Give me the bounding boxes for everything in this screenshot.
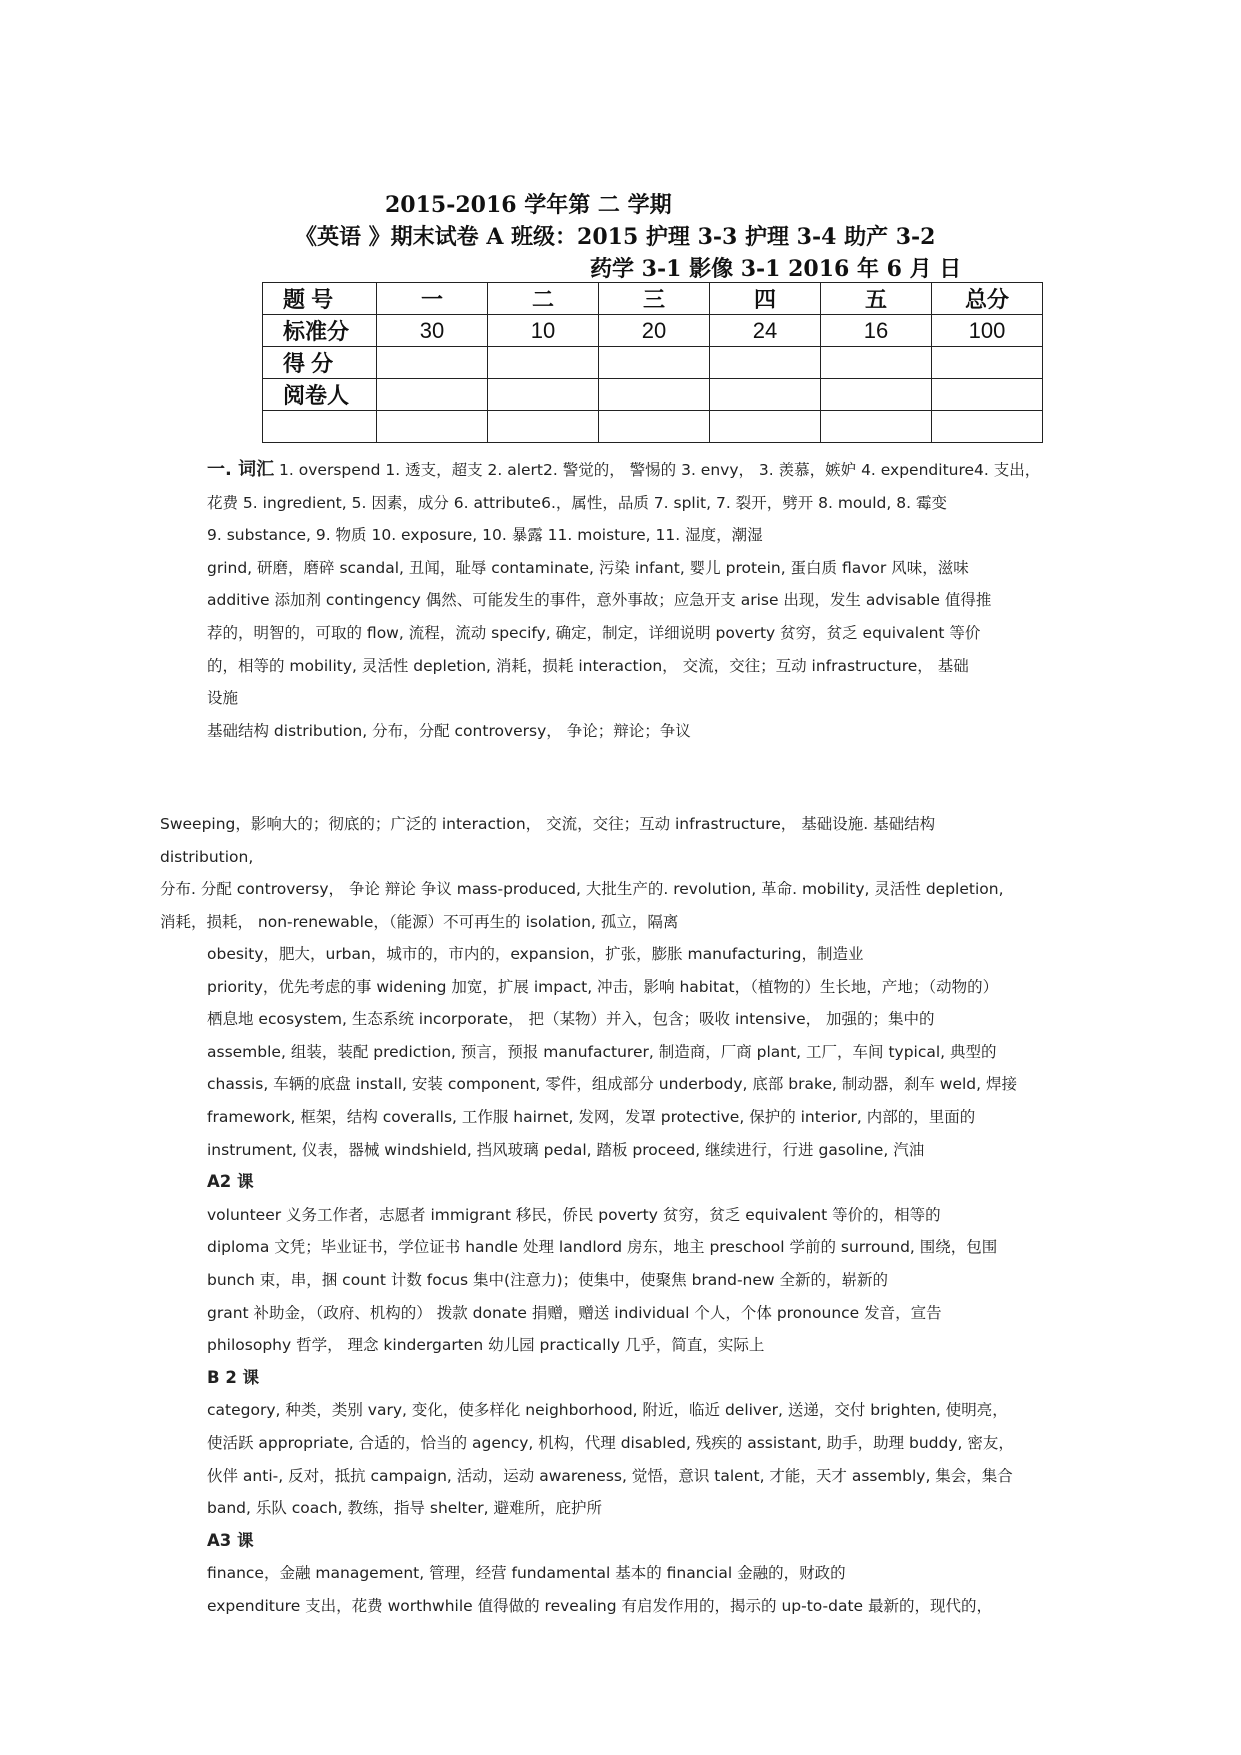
table-cell: 16 xyxy=(821,315,932,347)
table-cell xyxy=(488,347,599,379)
table-cell xyxy=(599,411,710,443)
vocab-line: distribution, xyxy=(160,847,254,866)
lesson-heading: B 2 课 xyxy=(207,1367,260,1387)
exam-class-date-heading: 药学 3-1 影像 3-1 2016 年 6 月 日 xyxy=(590,256,962,282)
score-table-row xyxy=(263,379,1043,411)
table-cell xyxy=(488,379,599,411)
table-cell: 30 xyxy=(377,315,488,347)
table-cell: 总分 xyxy=(932,283,1043,315)
table-cell xyxy=(932,411,1043,443)
table-cell xyxy=(821,379,932,411)
vocab-line: 使活跃 appropriate, 合适的，恰当的 agency, 机构，代理 disabled, 残疾的 assistant, 助手，助理 buddy, 密友， xyxy=(207,1433,1014,1452)
vocab-line: diploma 文凭；毕业证书，学位证书 handle 处理 landlord 房东，地主 preschool 学前的 surround, 围绕，包围 xyxy=(207,1238,998,1257)
table-cell: 100 xyxy=(932,315,1043,347)
table-cell: 二 xyxy=(488,283,599,315)
table-cell xyxy=(932,347,1043,379)
table-cell: 24 xyxy=(710,315,821,347)
table-cell: 三 xyxy=(599,283,710,315)
vocab-line: 荐的，明智的，可取的 flow, 流程，流动 specify, 确定，制定，详细说明 poverty 贫穷，贫乏 equivalent 等价 xyxy=(207,623,981,642)
row-label: 阅卷人 xyxy=(263,379,377,411)
row-label xyxy=(263,411,377,443)
vocab-line: volunteer 义务工作者，志愿者 immigrant 移民，侨民 poverty 贫穷，贫乏 equivalent 等价的，相等的 xyxy=(207,1205,941,1224)
vocab-line: 基础结构 distribution, 分布，分配 controversy， 争论；辩论；争议 xyxy=(207,721,691,740)
vocabulary-section xyxy=(207,454,1117,747)
vocab-line: grind, 研磨，磨碎 scandal, 丑闻，耻辱 contaminate, 污染 infant, 婴儿 protein, 蛋白质 flavor 风味，滋味 xyxy=(207,558,969,577)
table-cell xyxy=(710,347,821,379)
table-cell: 一 xyxy=(377,283,488,315)
vocab-line: 消耗，损耗， non-renewable，（能源）不可再生的 isolation, 孤立，隔离 xyxy=(160,912,679,931)
table-cell xyxy=(377,347,488,379)
vocab-line: category, 种类，类别 vary, 变化，使多样化 neighborhood, 附近，临近 deliver, 送递，交付 brighten, 使明亮， xyxy=(207,1401,1008,1420)
vocab-line: instrument, 仪表，器械 windshield, 挡风玻璃 pedal, 踏板 proceed, 继续进行，行进 gasoline, 汽油 xyxy=(207,1140,925,1159)
lesson-heading: A2 课 xyxy=(207,1172,254,1192)
table-cell xyxy=(599,347,710,379)
score-table-row xyxy=(263,411,1043,443)
vocab-line: chassis, 车辆的底盘 install, 安装 component, 零件，组成部分 underbody, 底部 brake, 制动器，刹车 weld, 焊接 xyxy=(207,1075,1017,1094)
vocab-line: framework, 框架，结构 coveralls, 工作服 hairnet, 发网，发罩 protective, 保护的 interior, 内部的，里面的 xyxy=(207,1107,976,1126)
table-cell xyxy=(710,411,821,443)
section-title: 一. 词汇 xyxy=(207,459,275,480)
table-cell xyxy=(932,379,1043,411)
vocab-line: 伙伴 anti-, 反对，抵抗 campaign, 活动，运动 awareness, 觉悟，意识 talent, 才能，天才 assembly, 集会，集合 xyxy=(207,1466,1013,1485)
row-label: 题 号 xyxy=(263,283,377,315)
table-cell xyxy=(488,411,599,443)
vocab-line: 栖息地 ecosystem, 生态系统 incorporate， 把（某物）并入，包含；吸收 intensive， 加强的；集中的 xyxy=(207,1010,935,1029)
vocab-line: priority，优先考虑的事 widening 加宽，扩展 impact, 冲击，影响 habitat，（植物的）生长地，产地；（动物的） xyxy=(207,977,999,996)
score-table-row xyxy=(263,315,1043,347)
vocab-line: Sweeping，影响大的；彻底的；广泛的 interaction， 交流，交往；互动 infrastructure， 基础设施. 基础结构 xyxy=(160,815,936,833)
lesson-heading: A3 课 xyxy=(207,1530,254,1550)
exam-title-heading: 《英语 》期末试卷 A 班级：2015 护理 3-3 护理 3-4 助产 3-2 xyxy=(295,224,936,250)
vocab-line: 分布. 分配 controversy， 争论 辩论 争议 mass-produced, 大批生产的. revolution, 革命. mobility, 灵活性 depletion, xyxy=(160,880,1004,899)
vocab-line: assemble, 组装，装配 prediction, 预言，预报 manufacturer, 制造商，厂商 plant, 工厂，车间 typical, 典型的 xyxy=(207,1042,997,1061)
row-label: 得 分 xyxy=(263,347,377,379)
score-table-row xyxy=(263,283,1043,315)
vocab-line: grant 补助金，（政府、机构的） 拨款 donate 捐赠，赠送 individual 个人，个体 pronounce 发音，宣告 xyxy=(207,1303,942,1322)
table-cell: 四 xyxy=(710,283,821,315)
table-cell: 10 xyxy=(488,315,599,347)
score-table xyxy=(262,282,1043,443)
vocab-line xyxy=(207,454,1117,487)
table-cell xyxy=(821,347,932,379)
vocab-line: expenditure 支出，花费 worthwhile 值得做的 revealing 有启发作用的，揭示的 up-to-date 最新的，现代的， xyxy=(207,1596,993,1615)
vocab-line: band, 乐队 coach, 教练，指导 shelter, 避难所，庇护所 xyxy=(207,1499,602,1518)
table-cell xyxy=(377,379,488,411)
table-cell: 20 xyxy=(599,315,710,347)
lesson-vocabulary-section xyxy=(207,938,1117,1622)
vocab-line: additive 添加剂 contingency 偶然、可能发生的事件，意外事故；应急开支 arise 出现，发生 advisable 值得推 xyxy=(207,591,992,610)
vocab-line: finance，金融 management, 管理，经营 fundamental 基本的 financial 金融的，财政的 xyxy=(207,1564,846,1583)
vocab-line: 的，相等的 mobility, 灵活性 depletion, 消耗，损耗 interaction， 交流，交往；互动 infrastructure， 基础 xyxy=(207,656,969,675)
table-cell xyxy=(599,379,710,411)
table-cell xyxy=(377,411,488,443)
score-table-row xyxy=(263,347,1043,379)
vocab-line: obesity，肥大，urban，城市的，市内的，expansion，扩张，膨胀 manufacturing，制造业 xyxy=(207,945,864,963)
table-cell xyxy=(710,379,821,411)
vocab-line: 设施 xyxy=(207,689,239,708)
exam-term-heading: 2015-2016 学年第 二 学期 xyxy=(385,192,672,218)
table-cell: 五 xyxy=(821,283,932,315)
table-cell xyxy=(821,411,932,443)
row-label: 标准分 xyxy=(263,315,377,347)
vocab-line: philosophy 哲学， 理念 kindergarten 幼儿园 practically 几乎，简直，实际上 xyxy=(207,1336,765,1355)
vocab-text: 1. overspend 1. 透支，超支 2. alert2. 警觉的， 警惕的 3. envy， 3. 羡慕，嫉妒 4. expenditure4. 支出， xyxy=(274,461,1041,479)
vocab-line: bunch 束，串，捆 count 计数 focus 集中(注意力)；使集中，使聚焦 brand-new 全新的，崭新的 xyxy=(207,1270,889,1289)
vocabulary-continued-section xyxy=(160,808,1122,938)
vocab-line: 花费 5. ingredient, 5. 因素，成分 6. attribute6.，属性，品质 7. split, 7. 裂开，劈开 8. mould, 8. 霉变 xyxy=(207,493,947,512)
vocab-line: 9. substance, 9. 物质 10. exposure, 10. 暴露 11. moisture, 11. 湿度，潮湿 xyxy=(207,526,763,545)
